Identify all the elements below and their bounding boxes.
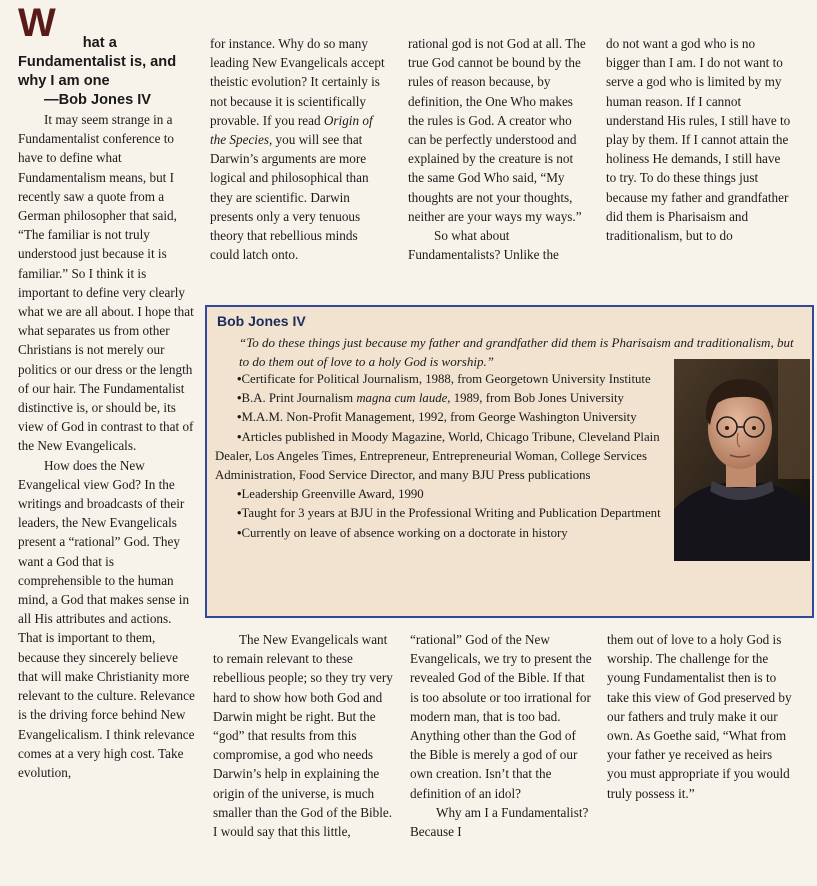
column-2-top (210, 34, 390, 304)
bullet-icon: • (237, 410, 242, 425)
paragraph: “rational” God of the New Evangelicals, we try to present the revealed God of the Bible. If that is too absolute or too irrational for modern man, that is too bad. Anything other than the God of the Bible is merely a god of our own creation. Isn’t that the definition of an idol? (410, 632, 592, 801)
paragraph-text: you will see that Darwin’s arguments are more logical and philosophical than they are scientific. Darwin presents only a very tenuous theory that rebellious minds could latch onto. (210, 132, 369, 263)
headline-text: hat a Fundamentalist is, and why I am one (18, 35, 177, 89)
author-photo (674, 359, 810, 561)
headline-dropcap: W (18, 6, 56, 45)
list-item-text: Currently on leave of absence working on a doctorate in history (241, 525, 568, 540)
paragraph: It may seem strange in a Fundamentalist conference to have to define what Fundamentalism means, but I recently saw a quote from a German philosopher that said, “The familiar is not truly understood just because it is familiar.” So I think it is important to define very clearly what we are all about. I hope that what separates us from other Christians is not merely our politics or our dress or the length of our hair. The Fundamentalist distinctive is, or should be, its view of God in contrast to that of the New Evangelicals. (18, 112, 194, 454)
paragraph: The New Evangelicals want to remain relevant to these rebellious people; so they try very hard to show how both God and Darwin might be right. But the “god” that results from this compromise, a god who needs Darwin’s help in explaining the origin of the universe, is much smaller than the God of the Bible. I would say that this little, (213, 632, 393, 840)
article-headline (18, 6, 198, 110)
list-item-emphasis: magna cum laude, (356, 391, 451, 406)
paragraph: So what about Fundamentalists? Unlike the (408, 228, 559, 263)
column-3-top (408, 34, 588, 304)
book-title: Origin of the Species, (210, 112, 373, 148)
bullet-icon: • (237, 506, 242, 521)
credentials-list (215, 370, 670, 543)
paragraph-text: for instance. Why do so many leading New Evangelicals accept theistic evolution? It certainly is not because it is scientifically provable. If you read (210, 36, 385, 128)
bio-sidebar-box (205, 305, 814, 618)
paragraph: them out of love to a holy God is worship. The challenge for the young Fundamentalist then is to take this view of God preserved by our fathers and truly make it our own. As Goethe said, “What from your father ye received as heirs you must appropriate if you would truly possess it.” (607, 632, 792, 801)
bullet-icon: • (237, 487, 242, 502)
column-2-bottom (213, 630, 393, 886)
list-item (215, 408, 670, 427)
byline: —Bob Jones IV (44, 92, 152, 108)
bullet-icon: • (237, 525, 242, 540)
list-item-text: Leadership Greenville Award, 1990 (241, 487, 424, 502)
bullet-icon: • (237, 372, 242, 386)
paragraph: Why am I a Fundamentalist? Because I (410, 804, 589, 840)
paragraph: How does the New Evangelical view God? In the writings and broadcasts of their leaders, the New Evangelicals present a “rational” God. They want a God that is comprehensible to the human mind, a God that makes sense in all His attributes and actions. That is important to them, because they sincerely believe that will make Christianity more relevant to the culture. Relevance is the driving force behind New Evangelicalism. I think relevance comes at a very high cost. Take evolution, (18, 457, 195, 780)
sidebar-title: Bob Jones IV (217, 313, 306, 329)
bullet-icon: • (237, 391, 242, 406)
list-item-text: Taught for 3 years at BJU in the Professional Writing and Publication Department (241, 506, 661, 521)
column-4-top (606, 34, 791, 304)
list-item-text: M.A.M. Non-Profit Management, 1992, from George Washington University (241, 410, 637, 425)
paragraph (210, 34, 390, 264)
list-item-text: Certificate for Political Journalism, 1988, from Georgetown University Institute (241, 372, 651, 386)
column-3-bottom (410, 630, 593, 886)
list-item (215, 370, 670, 389)
paragraph: rational god is not God at all. The true God cannot be bound by the rules of reason because, by definition, the One Who makes the rules is God. A creator who can be perfectly understood and explained by the creature is not the same God Who said, “My thoughts are not your thoughts, neither are your ways my ways.” (408, 36, 586, 224)
portrait-illustration (674, 359, 810, 561)
paragraph: do not want a god who is no bigger than I am. I do not want to serve a god who is limited by my human reason. If I cannot understand His rules, I still have to play by them. If I cannot attain the holiness He demands, I still have to try. To do these things just because my father and grandfather did them is Pharisaism and traditionalism, but to do (606, 36, 791, 244)
list-item-text: Articles published in Moody Magazine, World, Chicago Tribune, Cleveland Plain Dealer, Los Angeles Times, Entrepreneur, Entrepreneurial Woman, College Services Administration, Food Service Director, and many BJU Press publications (215, 429, 660, 483)
column-4-bottom (607, 630, 792, 886)
list-item (215, 389, 670, 408)
list-item-text: B.A. Print Journalism (241, 391, 357, 406)
list-item (215, 428, 670, 486)
sidebar-quote: “To do these things just because my father and grandfather did them is Pharisaism and traditionalism, but to do them out of love to a holy God is worship.” (239, 335, 794, 369)
bullet-icon: • (237, 429, 242, 444)
column-1 (18, 6, 198, 886)
list-item-text: 1989, from Bob Jones University (450, 391, 624, 406)
